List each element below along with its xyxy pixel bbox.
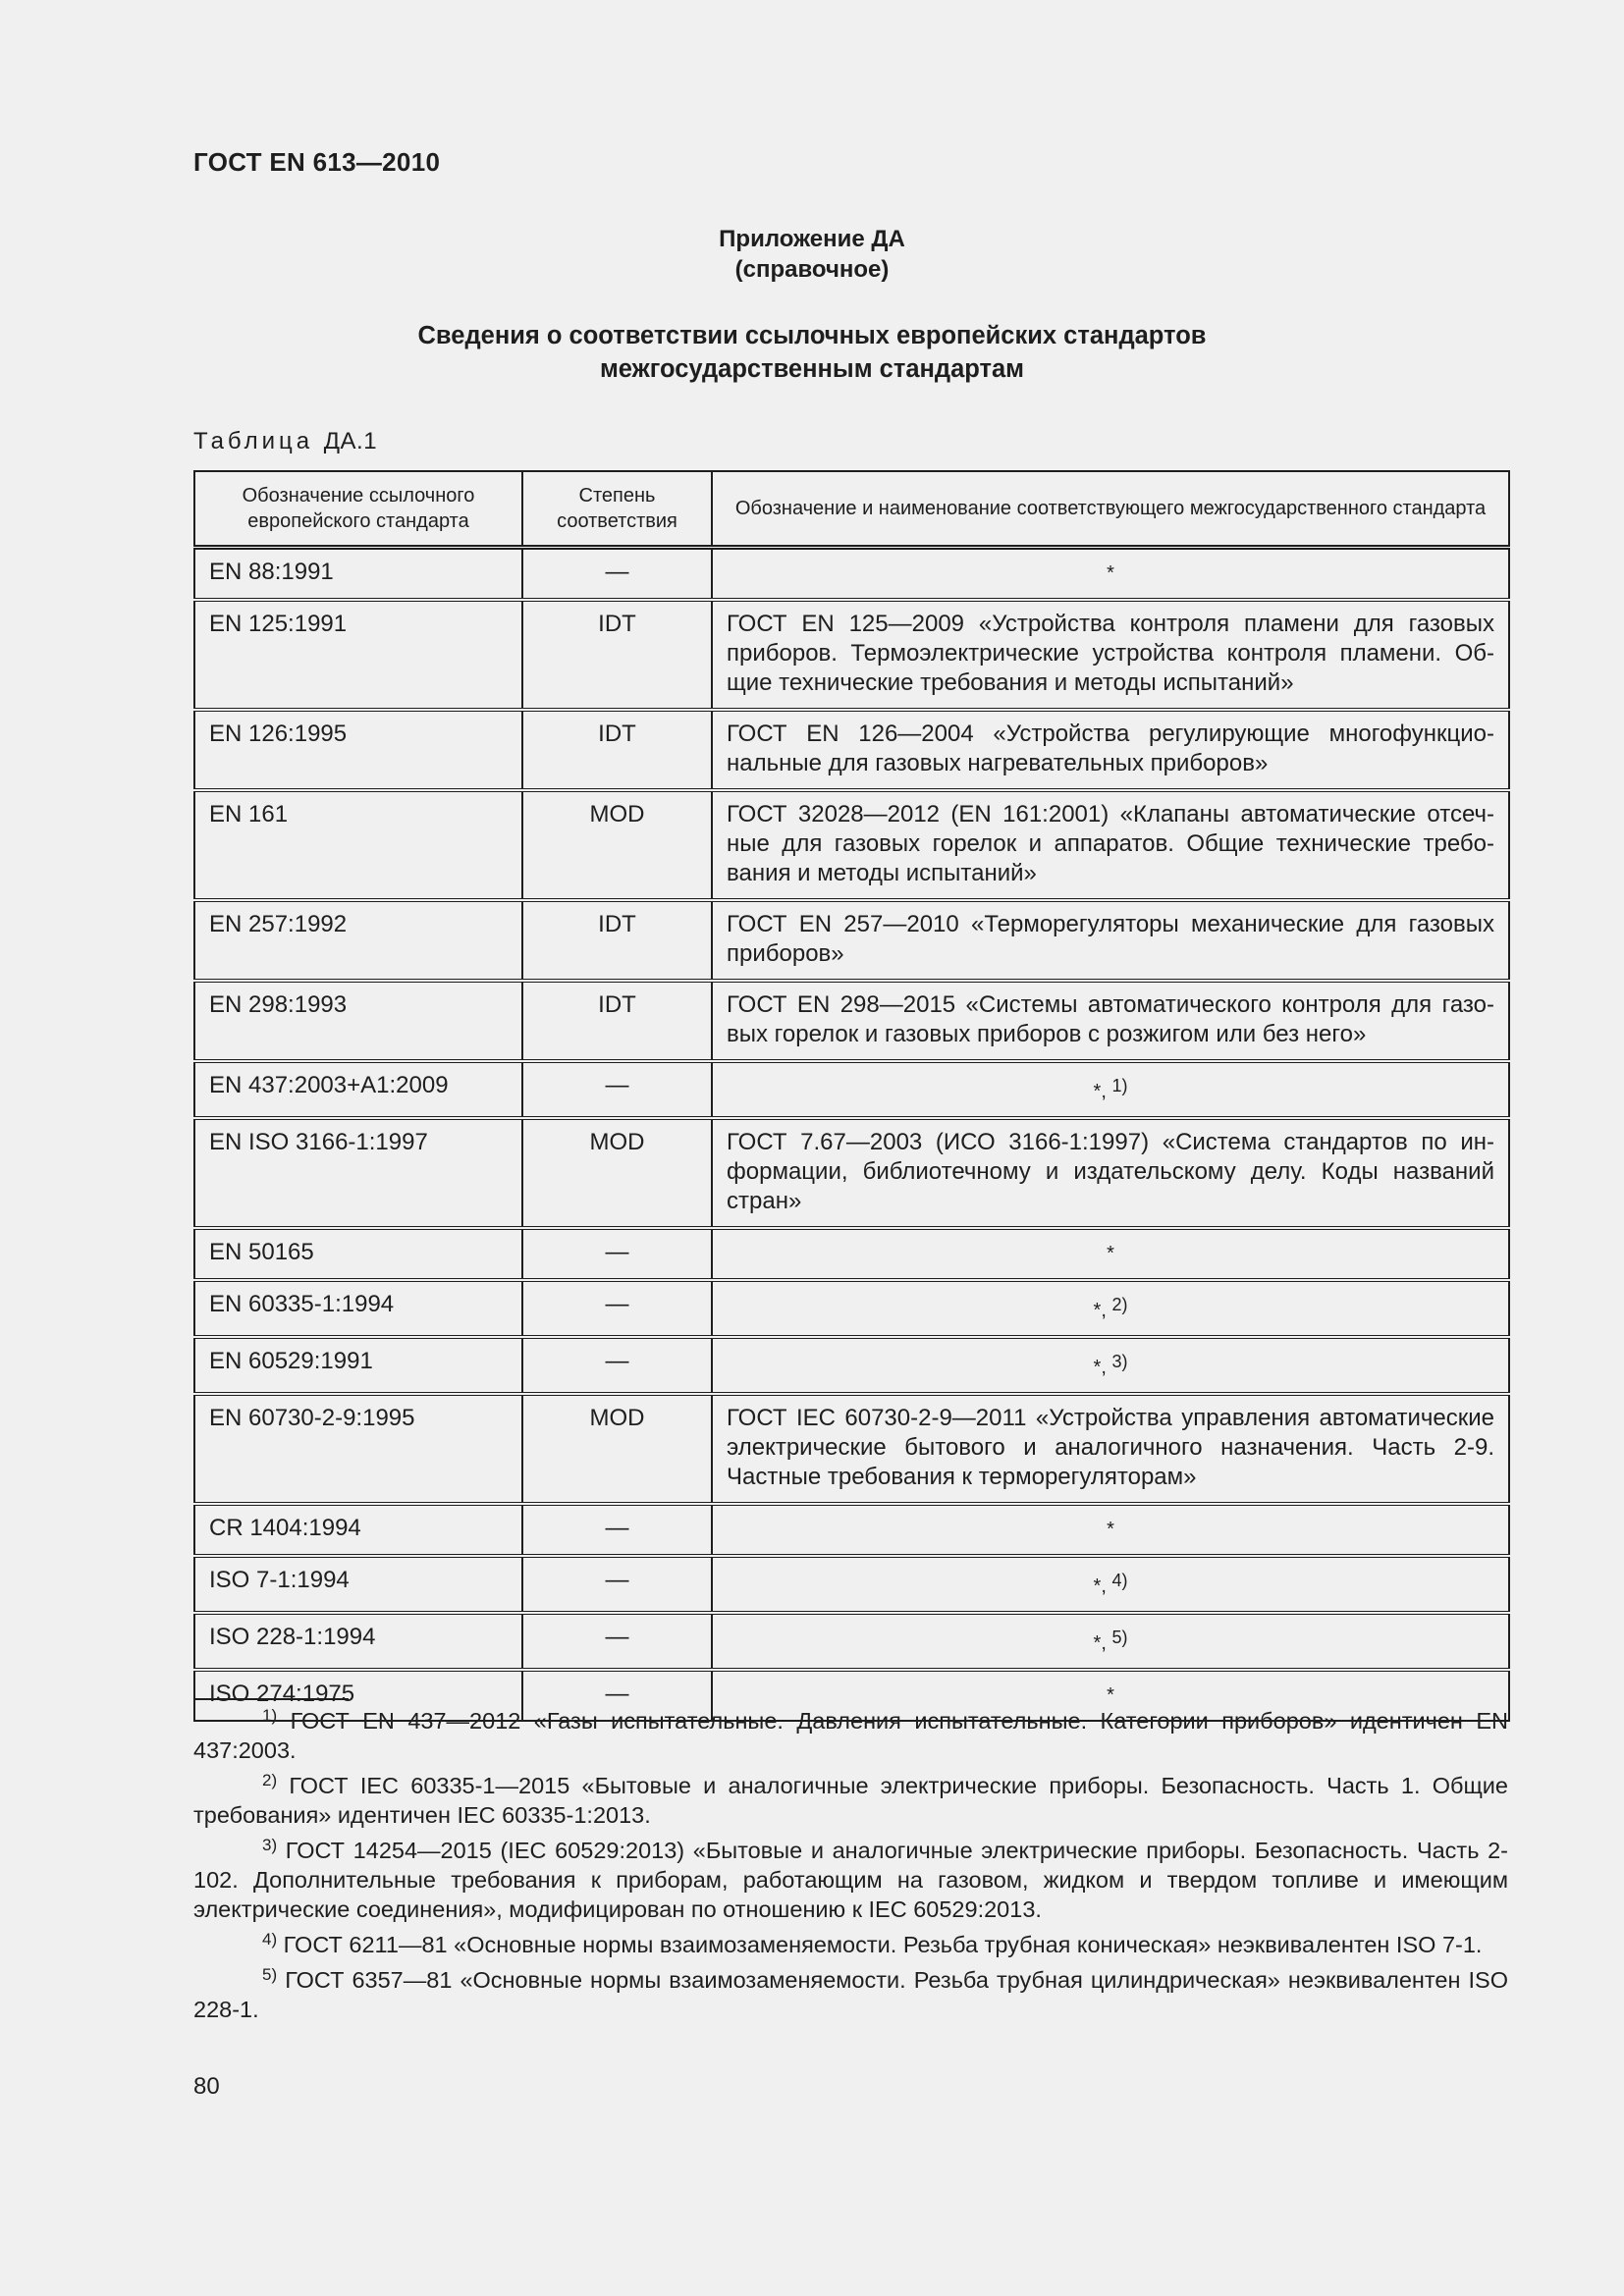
footnote [193,1965,1508,2024]
no-equivalent-mark [1093,1295,1128,1321]
footnote-number: 5) [262,1965,278,1984]
table-row [194,548,1509,601]
cell-degree: — [522,1613,712,1670]
cell-european-standard: EN 125:1991 [194,600,522,710]
cell-interstate-standard: ГОСТ EN 125—2009 «Устройства контроля пламени для газовых приборов. Термоэлектрические устройства контроля пламени. Общие технические требования и методы испытаний» [712,600,1509,710]
cell-interstate-standard-mark [712,1504,1509,1556]
cell-interstate-standard: ГОСТ EN 298—2015 «Системы автоматического контроля для газовых горелок и газовых приборов с розжигом или без него» [712,981,1509,1061]
cell-degree: MOD [522,1394,712,1504]
footnotes [193,1706,1508,2030]
section-title [0,319,1624,386]
table-row [194,1504,1509,1556]
cell-european-standard: EN 126:1995 [194,710,522,790]
asterisk-mark: * [1107,1243,1114,1264]
cell-interstate-standard: ГОСТ EN 126—2004 «Устройства регулирующие многофункциональные для газовых нагревательных приборов» [712,710,1509,790]
cell-degree: — [522,1670,712,1721]
cell-degree: — [522,1556,712,1613]
footnote [193,1836,1508,1924]
cell-european-standard: EN 60730-2-9:1995 [194,1394,522,1504]
table-row [194,981,1509,1061]
page-number: 80 [193,2073,220,2100]
cell-degree: — [522,548,712,601]
cell-degree: — [522,1228,712,1280]
footnote [193,1706,1508,1765]
table-row [194,1337,1509,1394]
cell-interstate-standard: ГОСТ IEC 60730-2-9—2011 «Устройства управления автоматические электрические бытового и аналогичного назначения. Часть 2-9. Частные требования к терморегуляторам» [712,1394,1509,1504]
header-european-standard: Обозначение ссылочного европейского стандарта [194,471,522,548]
footnote-number: 1) [262,1706,278,1725]
no-equivalent-mark [1107,562,1114,584]
footnote-text: ГОСТ 6357—81 «Основные нормы взаимозаменяемости. Резьба трубная цилиндрическая» неэквивалентен ISO 228-1. [193,1967,1508,2022]
section-title-line-1: Сведения о соответствии ссылочных европейских стандартов [417,322,1207,349]
asterisk-mark: * [1107,1684,1114,1706]
table-row [194,900,1509,981]
header-degree: Степень соответствия [522,471,712,548]
footnote-text: ГОСТ 6211—81 «Основные нормы взаимозаменяемости. Резьба трубная коническая» неэквивалентен ISO 7-1. [283,1932,1483,1957]
footnote-reference: 4) [1111,1571,1128,1590]
table-row [194,1118,1509,1228]
asterisk-mark: *, [1093,1300,1107,1321]
cell-degree: — [522,1504,712,1556]
cell-interstate-standard-mark [712,1280,1509,1337]
cell-interstate-standard: ГОСТ 7.67—2003 (ИСО 3166-1:1997) «Система стандартов по информации, библиотечному и издательскому делу. Коды названий стран» [712,1118,1509,1228]
table-row [194,1394,1509,1504]
cell-interstate-standard-mark [712,1613,1509,1670]
no-equivalent-mark [1107,1519,1114,1540]
no-equivalent-mark [1093,1571,1128,1597]
asterisk-mark: *, [1093,1081,1107,1102]
no-equivalent-mark [1093,1628,1128,1654]
table-row [194,710,1509,790]
cell-european-standard: EN 88:1991 [194,548,522,601]
cell-interstate-standard-mark [712,1337,1509,1394]
cell-european-standard: EN 60335-1:1994 [194,1280,522,1337]
footnote-number: 2) [262,1771,278,1789]
cell-interstate-standard-mark [712,1556,1509,1613]
no-equivalent-mark [1107,1684,1114,1706]
cell-european-standard: ISO 7-1:1994 [194,1556,522,1613]
cell-degree: — [522,1061,712,1118]
table-caption-label: Таблица [193,428,314,454]
appendix-subtitle: (справочное) [734,256,890,283]
footnote-separator [193,1698,349,1700]
cell-interstate-standard-mark [712,1061,1509,1118]
table-row [194,1061,1509,1118]
no-equivalent-mark [1107,1243,1114,1264]
cell-degree: IDT [522,981,712,1061]
footnote-number: 3) [262,1836,278,1854]
cell-degree: MOD [522,790,712,900]
table-header-row [194,471,1509,548]
cell-degree: IDT [522,710,712,790]
appendix-heading [0,224,1624,285]
table-row [194,600,1509,710]
section-title-line-2: межгосударственным стандартам [599,355,1025,383]
cell-degree: — [522,1280,712,1337]
cell-european-standard: EN ISO 3166-1:1997 [194,1118,522,1228]
footnote-reference: 3) [1111,1352,1128,1371]
cell-degree: MOD [522,1118,712,1228]
cell-european-standard: ISO 274:1975 [194,1670,522,1721]
cell-interstate-standard-mark [712,1228,1509,1280]
footnote-reference: 1) [1111,1076,1128,1095]
cell-european-standard: EN 298:1993 [194,981,522,1061]
footnote-text: ГОСТ IEC 60335-1—2015 «Бытовые и аналогичные электрические приборы. Безопасность. Часть 1. Общие требования» идентичен IEC 60335-1:2013. [193,1773,1508,1828]
footnote [193,1930,1508,1959]
table-row [194,1228,1509,1280]
footnote-reference: 2) [1111,1295,1128,1314]
cell-european-standard: EN 50165 [194,1228,522,1280]
table-row [194,790,1509,900]
no-equivalent-mark [1093,1352,1128,1378]
cell-european-standard: EN 437:2003+A1:2009 [194,1061,522,1118]
header-interstate-standard: Обозначение и наименование соответствующего межгосударственного стандарта [712,471,1509,548]
cell-degree: IDT [522,900,712,981]
asterisk-mark: *, [1093,1632,1107,1654]
cell-interstate-standard-mark [712,548,1509,601]
document-code: ГОСТ EN 613—2010 [193,147,441,177]
cell-interstate-standard: ГОСТ 32028—2012 (EN 161:2001) «Клапаны автоматические отсечные для газовых горелок и аппаратов. Общие технические требования и методы испытаний» [712,790,1509,900]
appendix-title: Приложение ДА [719,226,905,252]
footnote-reference: 5) [1111,1628,1128,1647]
asterisk-mark: *, [1093,1357,1107,1378]
cell-european-standard: EN 60529:1991 [194,1337,522,1394]
cell-european-standard: EN 161 [194,790,522,900]
table-caption-number: ДА.1 [323,428,378,454]
footnote-number: 4) [262,1930,278,1949]
footnote-text: ГОСТ 14254—2015 (IEC 60529:2013) «Бытовые и аналогичные электрические приборы. Безопасность. Часть 2-102. Дополнительные требования к приборам, работающим на газовом, жидком и твердом топливе и имеющим электрические соединения», модифицирован по отношению к IEC 60529:2013. [193,1838,1508,1922]
asterisk-mark: *, [1093,1575,1107,1597]
cell-interstate-standard: ГОСТ EN 257—2010 «Терморегуляторы механические для газовых приборов» [712,900,1509,981]
footnote [193,1771,1508,1830]
reference-standards-table [193,470,1510,1722]
footnote-text: ГОСТ EN 437—2012 «Газы испытательные. Давления испытательные. Категории приборов» идентичен EN 437:2003. [193,1708,1508,1763]
cell-european-standard: ISO 228-1:1994 [194,1613,522,1670]
cell-european-standard: CR 1404:1994 [194,1504,522,1556]
asterisk-mark: * [1107,562,1114,584]
asterisk-mark: * [1107,1519,1114,1540]
table-row [194,1556,1509,1613]
no-equivalent-mark [1093,1076,1128,1102]
table-row [194,1280,1509,1337]
cell-degree: — [522,1337,712,1394]
table-row [194,1613,1509,1670]
cell-european-standard: EN 257:1992 [194,900,522,981]
table-caption [193,428,377,455]
cell-degree: IDT [522,600,712,710]
